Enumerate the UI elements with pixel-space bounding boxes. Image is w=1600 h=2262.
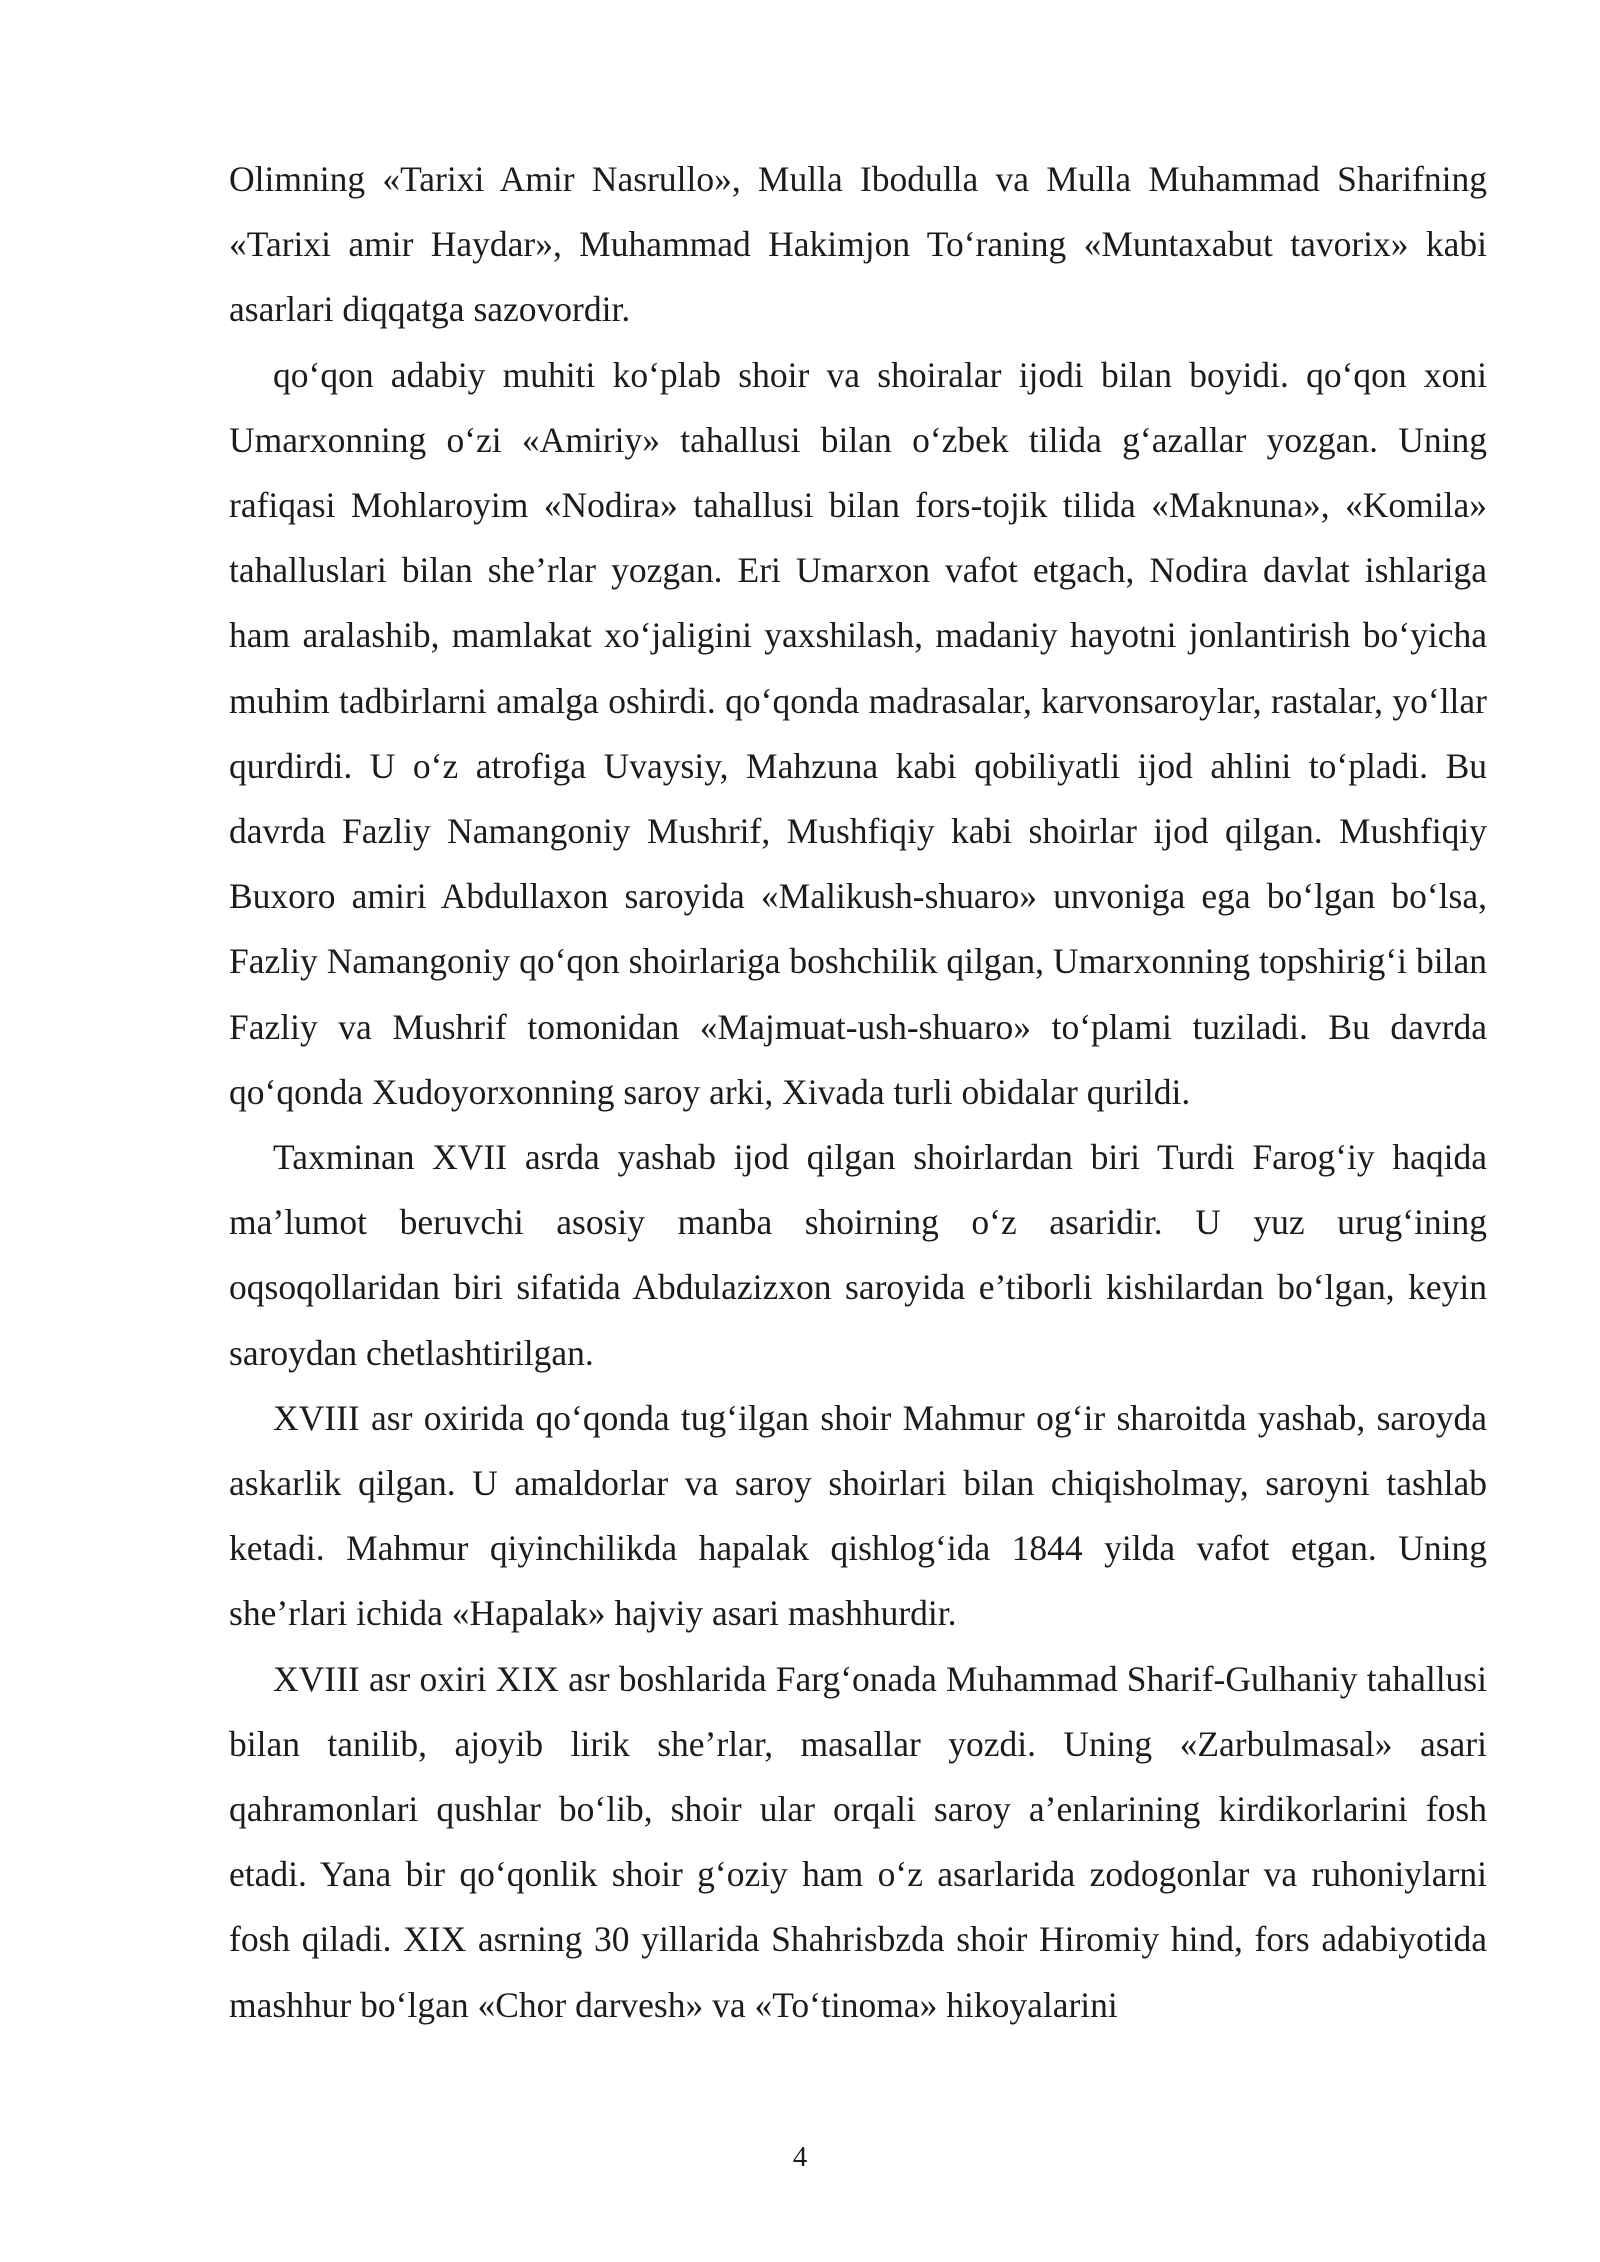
- paragraph-continued: Olimning «Tarixi Amir Nasrullo», Mulla Ibodulla va Mulla Muhammad Sharifning «Tarixi amir Haydar», Muhammad Hakimjon To‘raning «Muntaxabut tavorix» kabi asarlari diqqatga sazovordir.: [229, 159, 1487, 330]
- paragraph-turdi-farogiy: Taxminan XVII asrda yashab ijod qilgan shoirlardan biri Turdi Farog‘iy haqida ma’lumot beruvchi asosiy manba shoirning o‘z asaridir. U yuz urug‘ining oqsoqollaridan biri sifatida Abdulazizxon saroyida e’tiborli kishilardan bo‘lgan, keyin saroydan chetlashtirilgan.: [229, 1137, 1487, 1373]
- paragraph-gulhaniy: XVIII asr oxiri XIX asr boshlarida Farg‘onada Muhammad Sharif-Gulhaniy tahallusi bilan tanilib, ajoyib lirik she’rlar, masallar yozdi. Uning «Zarbulmasal» asari qahramonlari qushlar bo‘lib, shoir ular orqali saroy a’enlarining kirdikorlarini fosh etadi. Yana bir qo‘qonlik shoir g‘oziy ham o‘z asarlarida zodogonlar va ruhoniylarni fosh qiladi. XIX asrning 30 yillarida Shahrisbzda shoir Hiromiy hind, fors adabiyotida mashhur bo‘lgan «Chor darvesh» va «To‘tinoma» hikoyalarini: [229, 1658, 1487, 2025]
- body-text: [229, 147, 1487, 2038]
- paragraph-mahmur: XVIII asr oxirida qo‘qonda tug‘ilgan shoir Mahmur og‘ir sharoitda yashab, saroyda askarlik qilgan. U amaldorlar va saroy shoirlari bilan chiqisholmay, saroyni tashlab ketadi. Mahmur qiyinchilikda hapalak qishlog‘ida 1844 yilda vafot etgan. Uning she’rlari ichida «Hapalak» hajviy asari mashhurdir.: [229, 1397, 1487, 1634]
- paragraph-kokand-literary-milieu: qo‘qon adabiy muhiti ko‘plab shoir va shoiralar ijodi bilan boyidi. qo‘qon xoni Umarxonning o‘zi «Amiriy» tahallusi bilan o‘zbek tilida g‘azallar yozgan. Uning rafiqasi Mohlaroyim «Nodira» tahallusi bilan fors-tojik tilida «Maknuna», «Komila» tahalluslari bilan she’rlar yozgan. Eri Umarxon vafot etgach, Nodira davlat ishlariga ham aralashib, mamlakat xo‘jaligini yaxshilash, madaniy hayotni jonlantirish bo‘yicha muhim tadbirlarni amalga oshirdi. qo‘qonda madrasalar, karvonsaroylar, rastalar, yo‘llar qurdirdi. U o‘z atrofiga Uvaysiy, Mahzuna kabi qobiliyatli ijod ahlini to‘pladi. Bu davrda Fazliy Namangoniy Mushrif, Mushfiqiy kabi shoirlar ijod qilgan. Mushfiqiy Buxoro amiri Abdullaxon saroyida «Malikush-shuaro» unvoniga ega bo‘lgan bo‘lsa, Fazliy Namangoniy qo‘qon shoirlariga boshchilik qilgan, Umarxonning topshirig‘i bilan Fazliy va Mushrif tomonidan «Majmuat-ush-shuaro» to‘plami tuziladi. Bu davrda qo‘qonda Xudoyorxonning saroy arki, Xivada turli obidalar qurildi.: [229, 354, 1487, 1112]
- page-number: 4: [792, 2141, 808, 2173]
